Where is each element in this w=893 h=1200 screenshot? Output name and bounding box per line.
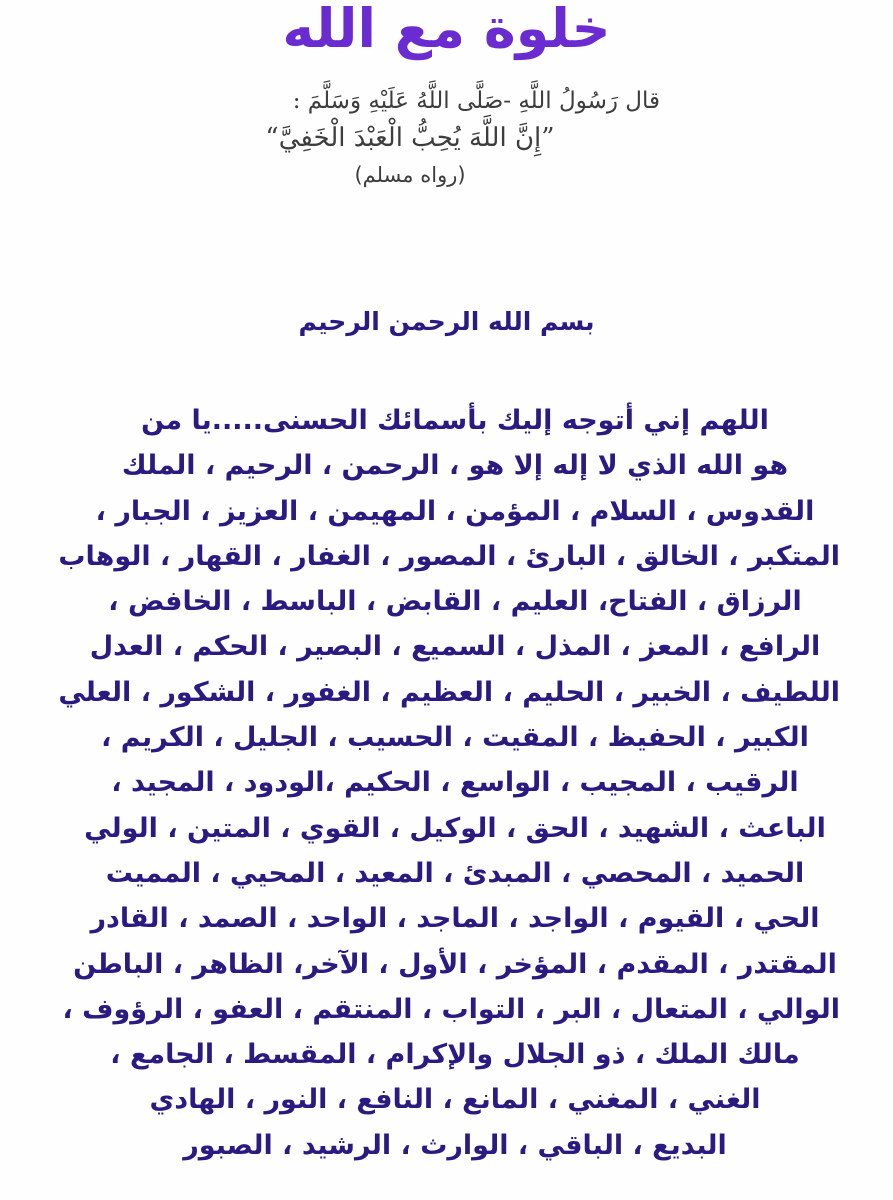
dua-line: اللطيف ، الخبير ، الحليم ، العظيم ، الغفور ، الشكور ، العلي [58, 676, 840, 708]
dua-line: الحميد ، المحصي ، المبدئ ، المعيد ، المحيي ، المميت [105, 857, 805, 889]
dua-line: اللهم إني أتوجه إليك بأسمائك الحسنى.....يا من [141, 405, 769, 436]
dua-line: الباعث ، الشهيد ، الحق ، الوكيل ، القوي ، المتين ، الولي [84, 812, 826, 844]
basmala-heading: بسم الله الرحمن الرحيم [298, 307, 595, 336]
dua-text-block [58, 398, 840, 1168]
dua-line: الكبير ، الحفيظ ، المقيت ، الحسيب ، الجليل ، الكريم ، [101, 722, 809, 754]
dua-line: الرزاق ، الفتاح، العليم ، القابض ، الباسط ، الخافض ، [108, 586, 802, 618]
hadith-quote: ”إِنَّ اللَّهَ يُحِبُّ الْعَبْدَ الْخَفِيَّ“ [265, 123, 555, 153]
dua-line: المتكبر ، الخالق ، البارئ ، المصور ، الغفار ، القهار ، الوهاب [58, 540, 840, 572]
hadith-source: (رواه مسلم) [354, 163, 466, 187]
dua-line: الغني ، المغني ، المانع ، النافع ، النور ، الهادي [149, 1084, 761, 1116]
dua-line: الرافع ، المعز ، المذل ، السميع ، البصير ، الحكم ، العدل [89, 631, 821, 663]
dua-line: البديع ، الباقي ، الوارث ، الرشيد ، الصبور [183, 1129, 727, 1161]
dua-line: مالك الملك ، ذو الجلال والإكرام ، المقسط ، الجامع ، [110, 1039, 800, 1071]
dua-line: المقتدر ، المقدم ، المؤخر ، الأول ، الآخر، الظاهر ، الباطن [73, 948, 837, 980]
dua-line: الرقيب ، المجيب ، الواسع ، الحكيم ،الودود ، المجيد ، [111, 767, 799, 799]
dua-line: الحي ، القيوم ، الواجد ، الماجد ، الواحد ، الصمد ، القادر [90, 903, 820, 935]
dua-line: القدوس ، السلام ، المؤمن ، المهيمن ، العزيز ، الجبار ، [95, 495, 815, 527]
dua-line: الوالي ، المتعال ، البر ، التواب ، المنتقم ، العفو ، الرؤوف ، [62, 993, 840, 1025]
hadith-intro: قال رَسُولُ اللَّهِ -صَلَّى اللَّهُ عَلَيْهِ وَسَلَّمَ : [292, 88, 660, 114]
dua-line: هو الله الذي لا إله إلا هو ، الرحمن ، الرحيم ، الملك [121, 450, 789, 482]
hadith-block [150, 84, 670, 192]
page-title: خلوة مع الله [282, 0, 611, 60]
